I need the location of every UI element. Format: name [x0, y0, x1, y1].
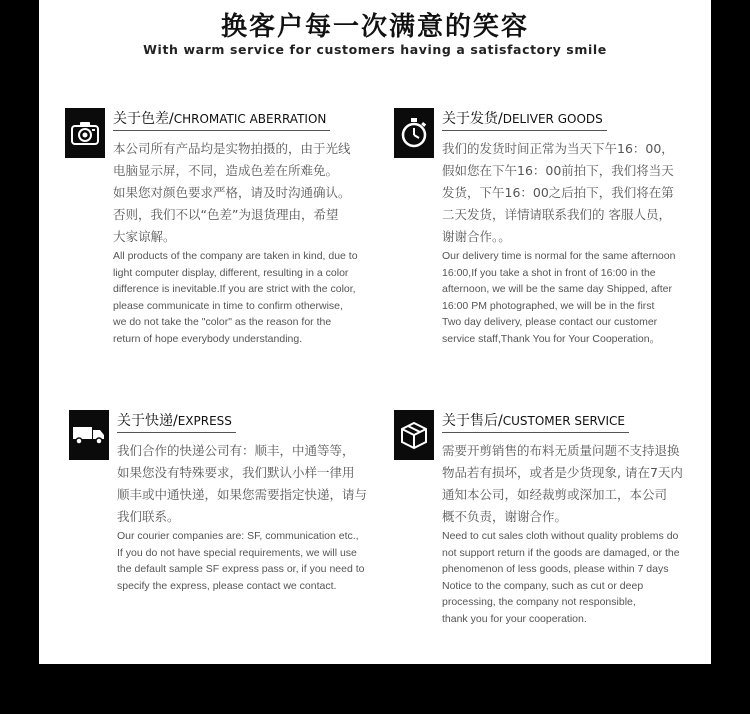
heading-cn: 关于发货/: [442, 111, 503, 127]
stopwatch-icon: [394, 108, 434, 158]
section-deliver-goods: [394, 108, 714, 348]
body-cn: 我们合作的快递公司有：顺丰，中通等等， 如果您没有特殊要求，我们默认小样一律用 顺丰或中通快递，如果您需要指定快递，请与 我们联系。: [117, 443, 368, 524]
page-subtitle: With warm service for customers having a satisfactory smile: [143, 42, 607, 57]
section-body: [442, 138, 675, 347]
heading-en: CUSTOMER SERVICE: [502, 414, 625, 428]
body-cn: 需要开剪销售的布料无质量问题不支持退换 物品若有损坏，或者是少货现象, 请在7天内 通知本公司，如经裁剪或深加工，本公司 概不负责，谢谢合作。: [442, 443, 683, 524]
body-en: Need to cut sales cloth without quality problems do not support return if the goods are damaged, or the phenomenon of less goods, please within 7 days Notice to the company, such as cut or deep processing, the company not responsible, thank you for your cooperation.: [442, 530, 680, 625]
section-customer-service: [394, 410, 714, 630]
heading-en: DELIVER GOODS: [502, 112, 603, 126]
section-heading: [442, 108, 607, 131]
body-en: Our courier companies are: SF, communication etc., If you do not have special requirements, we will use the default sample SF express pass or, if you need to specify the express, please contact we contact.: [117, 530, 365, 592]
section-body: [113, 138, 358, 347]
heading-cn: 关于售后/: [442, 413, 503, 429]
body-en: All products of the company are taken in kind, due to light computer display, different, resulting in a color difference is inevitable.If you are strict with the color, please communicate in time to confirm otherwise, we do not take the "color" as the reason for the return of hope everybody understanding.: [113, 250, 358, 345]
section-chromatic-aberration: [65, 108, 385, 348]
camera-icon: [65, 108, 105, 158]
section-express: [69, 410, 389, 610]
heading-en: EXPRESS: [177, 414, 232, 428]
package-icon: [394, 410, 434, 460]
heading-cn: 关于快递/: [117, 413, 178, 429]
section-body: [442, 440, 683, 627]
heading-cn: 关于色差/: [113, 111, 174, 127]
body-cn: 本公司所有产品均是实物拍摄的，由于光线 电脑显示屏，不同，造成色差在所难免。 如果您对颜色要求严格，请及时沟通确认。 否则，我们不以“色差”为退货理由，希望 大家谅解。: [113, 141, 351, 244]
section-heading: [113, 108, 330, 131]
body-en: Our delivery time is normal for the same afternoon 16:00,If you take a shot in front of 16:00 in the afternoon, we will be the same day Shipped, after 16:00 PM photographed, we will be in the first Two day delivery, please contact our customer service staff,Thank You for Your Cooperation。: [442, 250, 676, 345]
page-title: 换客户每一次满意的笑容: [220, 12, 529, 42]
heading-en: CHROMATIC ABERRATION: [173, 112, 327, 126]
section-body: [117, 440, 367, 594]
section-heading: [442, 410, 629, 433]
truck-icon: [69, 410, 109, 460]
section-heading: [117, 410, 236, 433]
body-cn: 我们的发货时间正常为当天下午16：00， 假如您在下午16：00前拍下，我们将当天 发货，下午16：00之后拍下，我们将在第 二天发货，详情请联系我们的 客服人员， 谢谢合作。。: [442, 141, 674, 244]
